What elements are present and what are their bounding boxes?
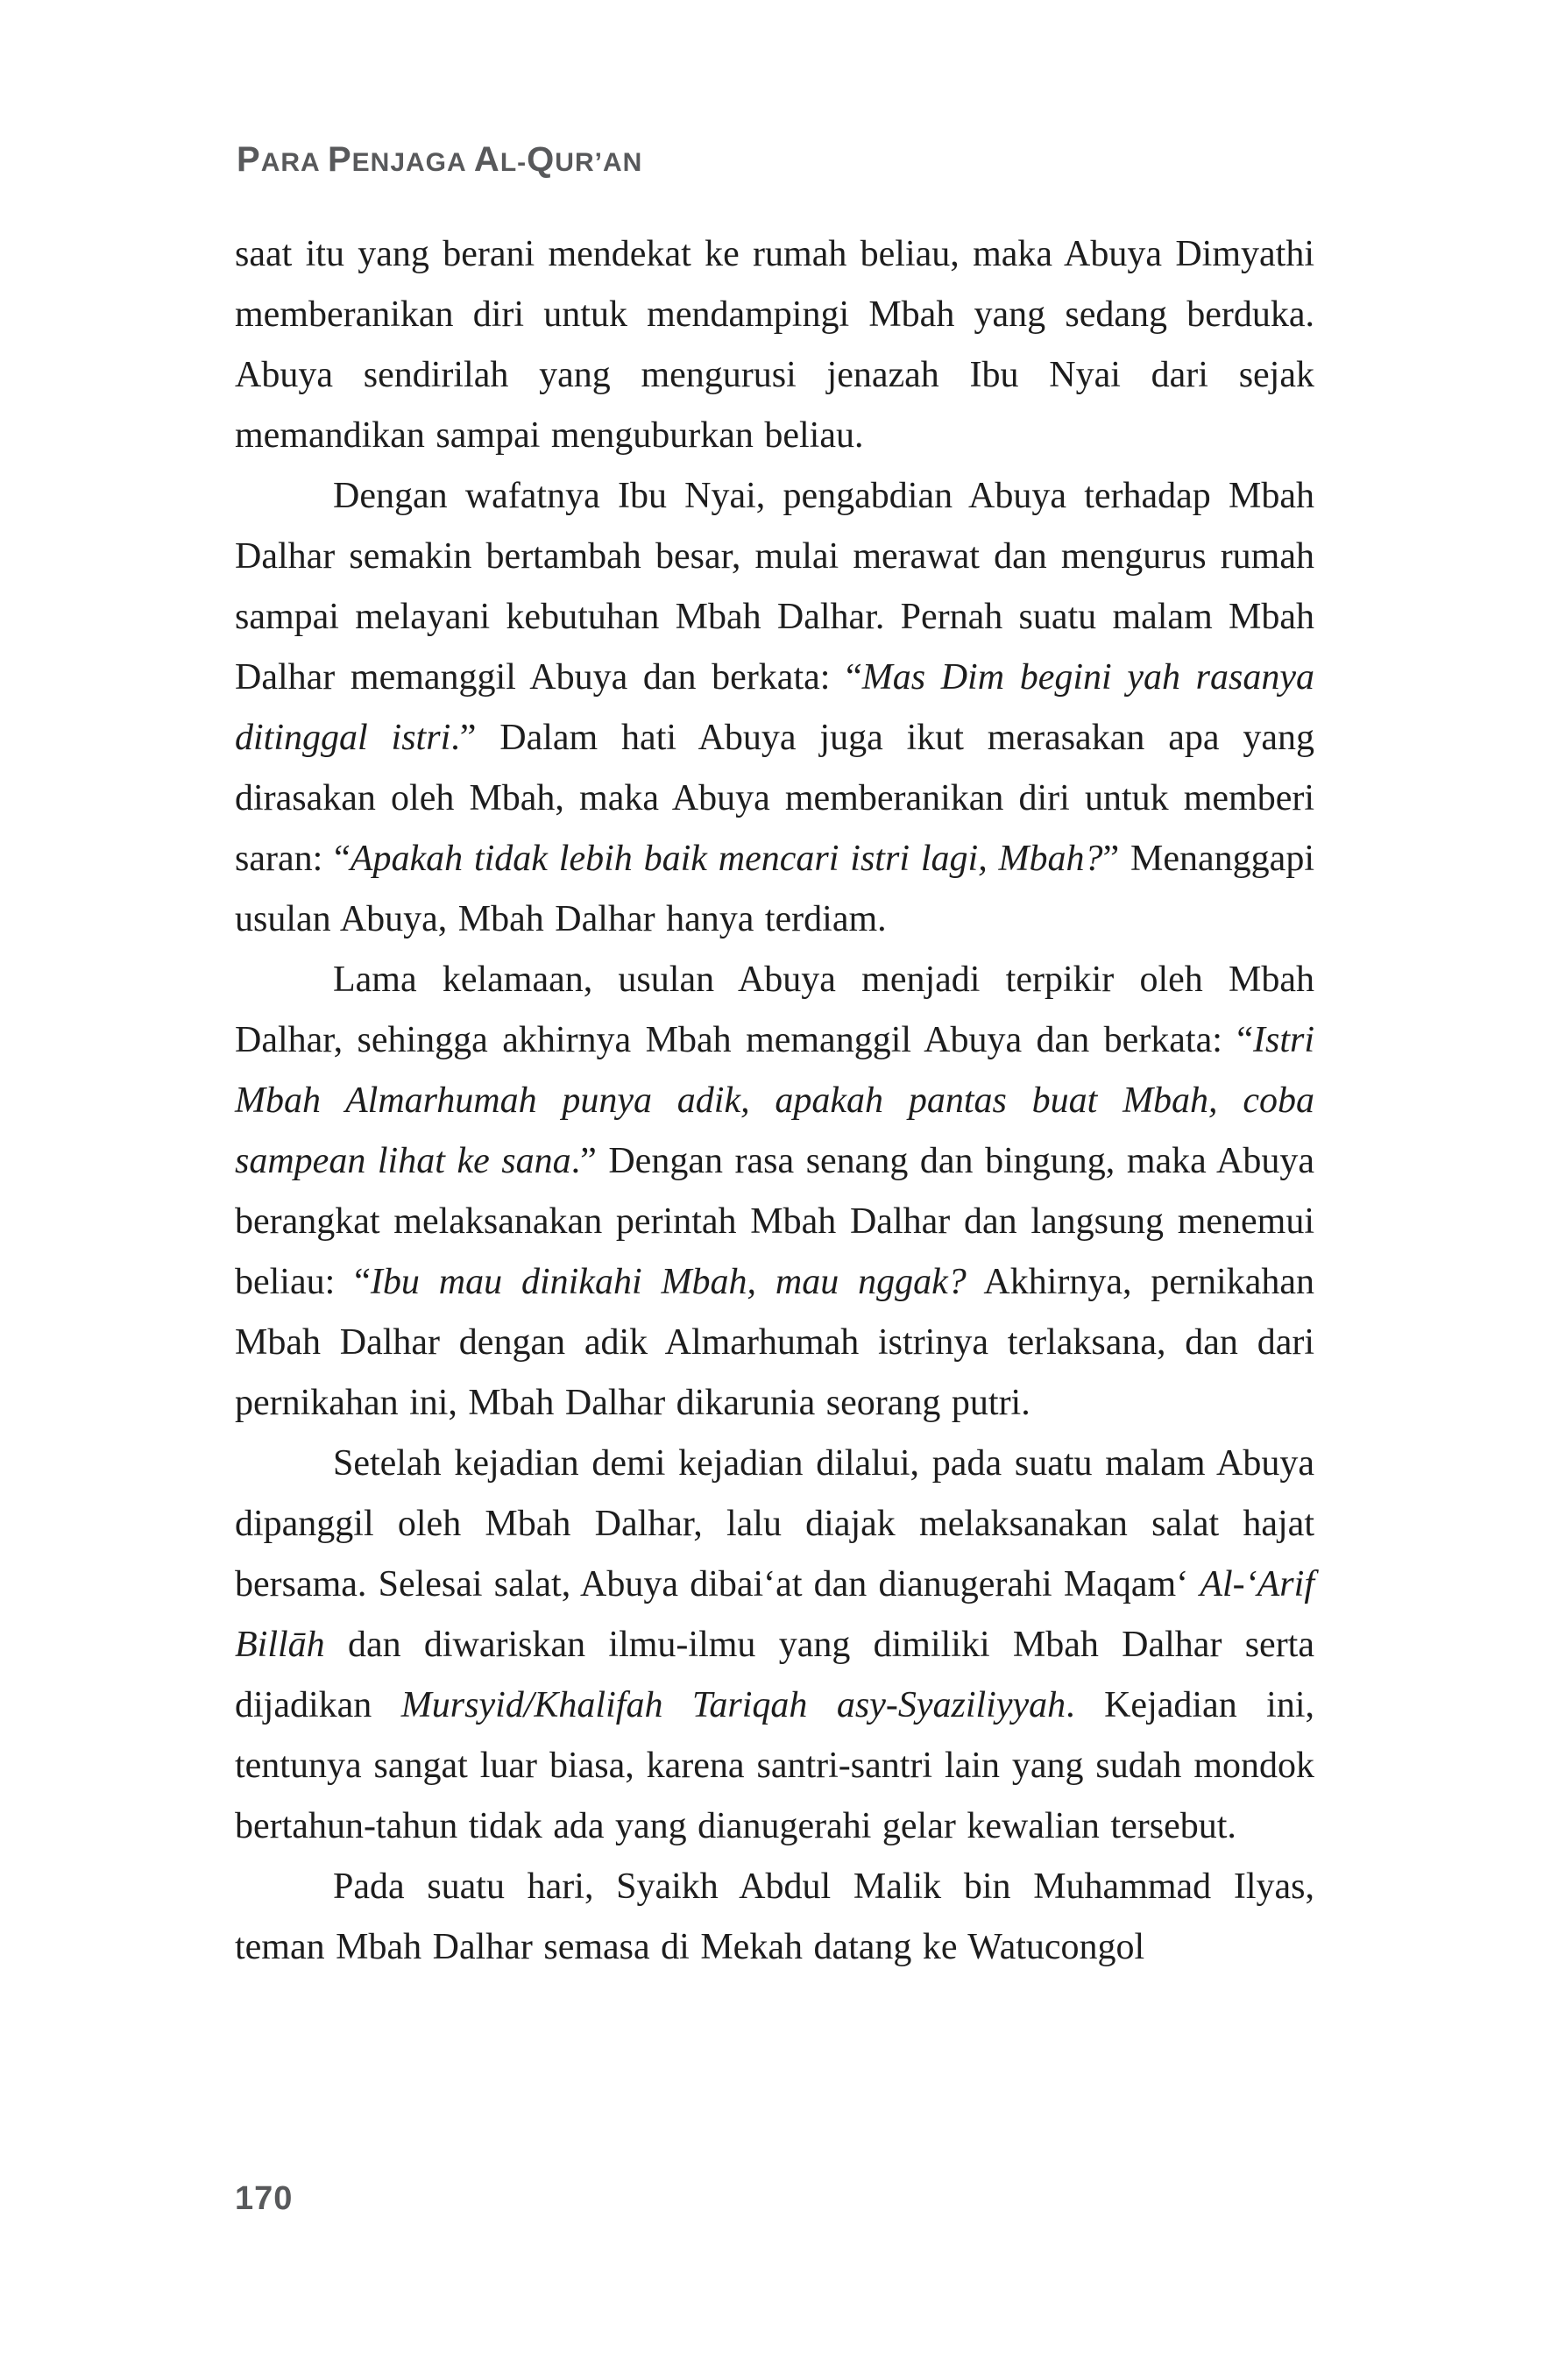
header-char: A bbox=[406, 148, 426, 177]
text-segment: .” Dengan rasa senang dan bingung, maka Abuya berangkat melaksanakan perintah Mbah Dalhar dan langsung menemui beliau: “ bbox=[235, 1141, 1314, 1302]
text-segment: Dengan wafatnya Ibu Nyai, pengabdian Abuya terhadap Mbah Dalhar semakin bertambah besar, mulai merawat dan mengurus rumah sampai melayani kebutuhan Mbah Dalhar. Pernah suatu malam Mbah Dalhar memanggil Abuya dan berkata: “ bbox=[235, 476, 1314, 698]
text-segment: saat itu yang berani mendekat ke rumah beliau, maka Abuya Dimyathi memberanikan diri untuk mendampingi Mbah yang sedang berduka. Abuya sendirilah yang mengurusi jenazah Ibu Nyai dari sejak memandikan sampai menguburkan beliau. bbox=[235, 234, 1314, 456]
header-char: U bbox=[555, 148, 575, 177]
header-char: A bbox=[260, 148, 281, 177]
header-char: P bbox=[327, 140, 352, 179]
page-number: 170 bbox=[235, 2180, 294, 2217]
header-char: R bbox=[280, 148, 301, 177]
body-text bbox=[235, 224, 1314, 1978]
paragraph bbox=[235, 1857, 1314, 1978]
text-segment: Mas Dim begini yah rasanya ditinggal istri bbox=[235, 657, 1314, 758]
text-segment: Apakah tidak lebih baik mencari istri lagi, Mbah? bbox=[350, 839, 1103, 879]
header-char: A bbox=[447, 148, 466, 177]
header-char: A bbox=[301, 148, 320, 177]
header-char: E bbox=[351, 148, 371, 177]
header-char: - bbox=[517, 148, 528, 177]
text-segment: Pada suatu hari, Syaikh Abdul Malik bin Muhammad Ilyas, teman Mbah Dalhar semasa di Mekah datang ke Watucongol bbox=[235, 1866, 1314, 1967]
header-char: R bbox=[574, 148, 595, 177]
text-segment: Ibu mau dinikahi Mbah, mau nggak? bbox=[370, 1262, 967, 1302]
text-segment: .” Dalam hati Abuya juga ikut merasakan apa yang dirasakan oleh Mbah, maka Abuya memberanikan diri untuk memberi saran: “ bbox=[235, 718, 1314, 879]
header-char: L bbox=[499, 148, 518, 177]
page-header-title bbox=[237, 140, 643, 179]
text-segment: Lama kelamaan, usulan Abuya menjadi terpikir oleh Mbah Dalhar, sehingga akhirnya Mbah memanggil Abuya dan berkata: “ bbox=[235, 960, 1314, 1060]
paragraph bbox=[235, 224, 1314, 466]
text-segment: Mursyid/Khalifah Tariqah asy-Syaziliyyah bbox=[400, 1685, 1066, 1725]
running-header bbox=[237, 140, 642, 180]
header-char: G bbox=[425, 148, 448, 177]
text-segment: ” Menanggapi usulan Abuya, Mbah Dalhar hanya terdiam. bbox=[235, 839, 1314, 939]
text-segment: Setelah kejadian demi kejadian dilalui, pada suatu malam Abuya dipanggil oleh Mbah Dalhar, lalu diajak melaksanakan salat hajat bersama. Selesai salat, Abuya dibai‘at dan dianugerahi Maqam‘ bbox=[235, 1443, 1314, 1604]
text-segment: dan diwariskan ilmu-ilmu yang dimiliki Mbah Dalhar serta dijadikan bbox=[235, 1625, 1314, 1725]
header-char: N bbox=[370, 148, 391, 177]
text-segment: Al-‘Arif Billāh bbox=[235, 1564, 1314, 1665]
header-char bbox=[466, 148, 474, 177]
text-segment: Istri Mbah Almarhumah punya adik, apakah pantas buat Mbah, coba sampean lihat ke sana bbox=[235, 1020, 1314, 1181]
paragraph bbox=[235, 466, 1314, 950]
header-char: A bbox=[473, 140, 500, 179]
header-char: A bbox=[602, 148, 623, 177]
text-segment: Akhirnya, pernikahan Mbah Dalhar dengan adik Almarhumah istrinya terlaksana, dan dari pernikahan ini, Mbah Dalhar dikarunia seorang putri. bbox=[235, 1262, 1314, 1423]
header-char: J bbox=[390, 148, 406, 177]
header-char: ’ bbox=[594, 148, 603, 177]
header-char: P bbox=[237, 140, 261, 179]
header-char: Q bbox=[527, 140, 556, 179]
text-segment: . Kejadian ini, tentunya sangat luar biasa, karena santri-santri lain yang sudah mondok bertahun-tahun tidak ada yang dianugerahi gelar kewalian tersebut. bbox=[235, 1685, 1314, 1846]
header-char: N bbox=[622, 148, 643, 177]
paragraph bbox=[235, 950, 1314, 1434]
paragraph bbox=[235, 1434, 1314, 1857]
header-char bbox=[320, 148, 328, 177]
